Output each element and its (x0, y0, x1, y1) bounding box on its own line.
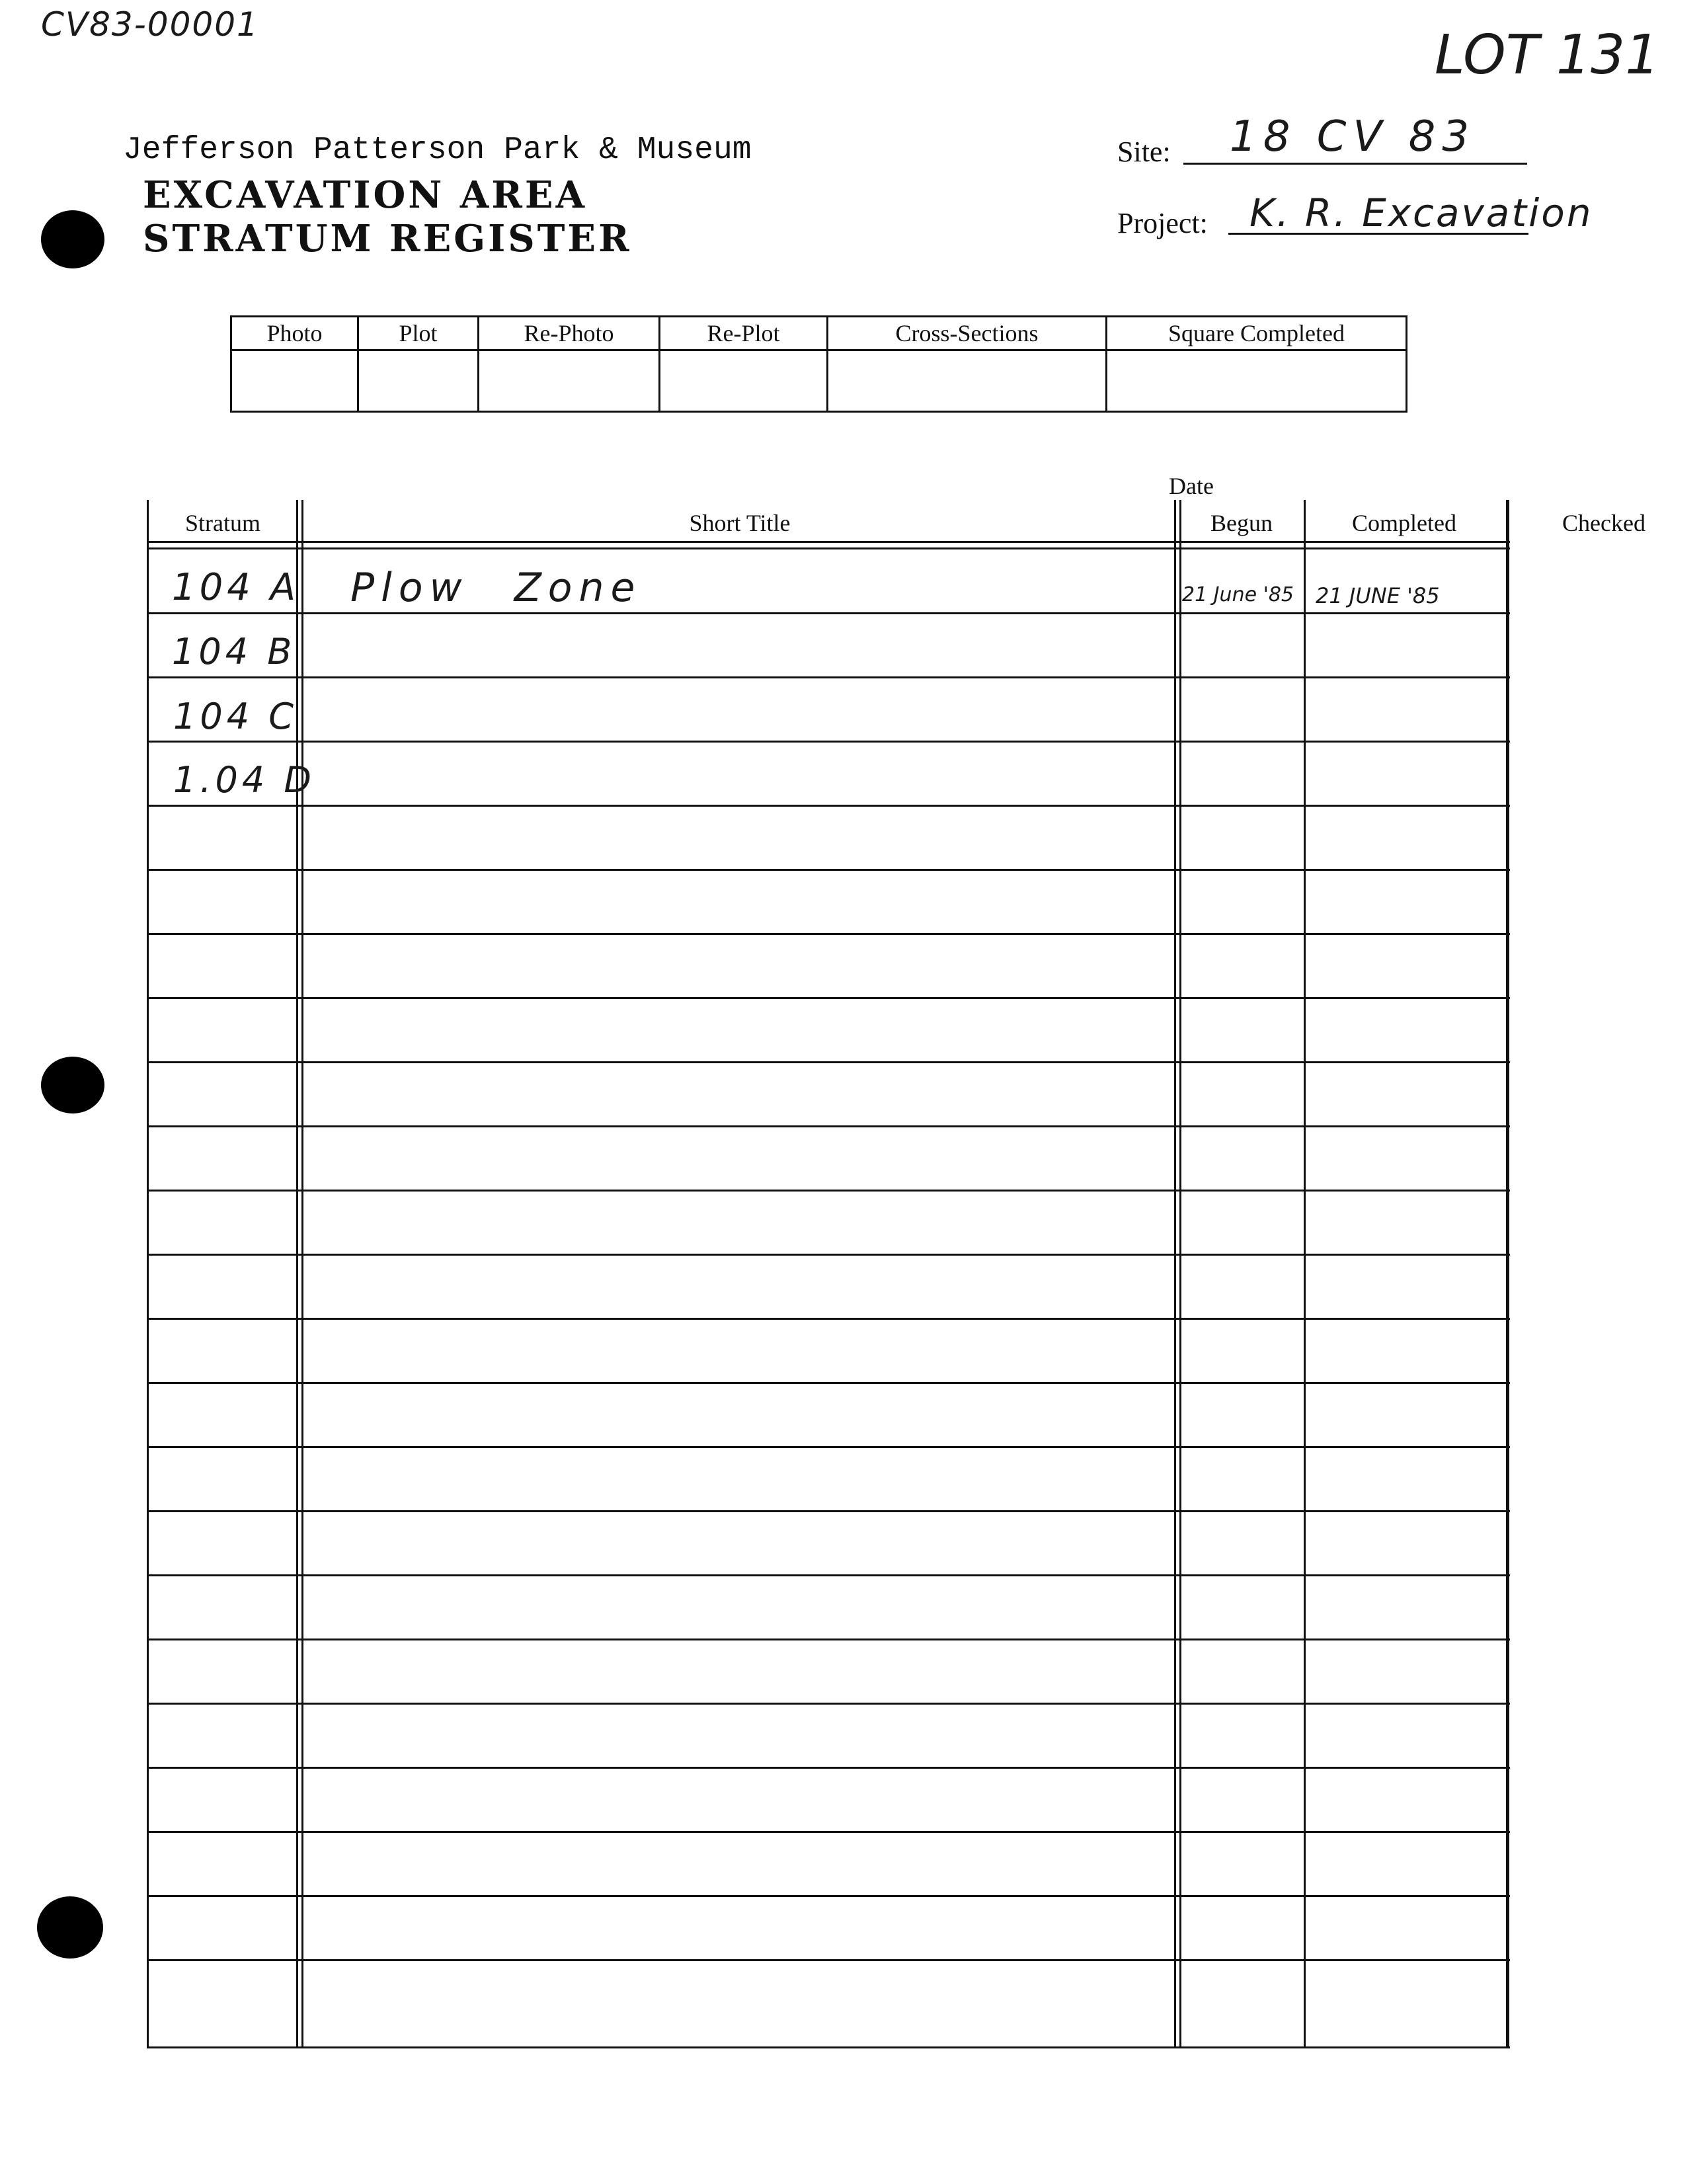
checklist-table (230, 315, 1407, 413)
row-rule (147, 676, 1510, 678)
row-rule (147, 1190, 1510, 1192)
row-rule (147, 997, 1510, 999)
rule-stratum-b (301, 500, 303, 2048)
checklist-cell-photo[interactable] (231, 350, 358, 412)
row-rule (147, 869, 1510, 871)
organization-name: Jefferson Patterson Park & Museum (123, 132, 752, 168)
checklist-cell-square-completed[interactable] (1107, 350, 1407, 412)
checklist-header-replot: Re-Plot (660, 317, 828, 350)
row-rule (147, 1510, 1510, 1512)
checklist-cell-rephoto[interactable] (479, 350, 660, 412)
site-value: 18 CV 83 (1230, 112, 1476, 161)
checklist-cell-cross-sections[interactable] (828, 350, 1107, 412)
header-stratum: Stratum (185, 510, 260, 536)
rule-begun (1304, 500, 1306, 2048)
row-rule (147, 1254, 1510, 1256)
document-id: CV83-00001 (41, 5, 259, 44)
row1-completed[interactable]: 21 JUNE '85 (1316, 583, 1440, 608)
row-rule (147, 1959, 1510, 1961)
row1-short-title[interactable]: Plow Zone (350, 565, 642, 611)
checklist-header-rephoto: Re-Photo (479, 317, 660, 350)
site-label: Site: (1117, 136, 1171, 168)
row-rule (147, 1895, 1510, 1897)
row-rule (147, 1446, 1510, 1448)
row1-begun[interactable]: 21 June '85 (1182, 583, 1294, 606)
row4-stratum[interactable]: 1.04 D (173, 759, 315, 801)
rule-title-b (1179, 500, 1181, 2048)
form-title-line2: STRATUM REGISTER (143, 217, 632, 261)
row-rule (147, 1831, 1510, 1833)
row-rule (147, 2046, 1510, 2048)
header-rule-b (147, 547, 1510, 549)
date-group-label: Date (1169, 473, 1214, 499)
project-label: Project: (1117, 207, 1208, 239)
header-begun: Begun (1210, 510, 1273, 536)
header-short-title: Short Title (689, 510, 791, 536)
header-completed: Completed (1352, 510, 1456, 536)
form-title-line1: EXCAVATION AREA (143, 173, 588, 217)
site-underline (1183, 163, 1527, 165)
checklist-header-plot: Plot (358, 317, 479, 350)
rule-title-a (1174, 500, 1176, 2048)
header-checked: Checked (1562, 510, 1645, 536)
row3-stratum[interactable]: 104 C (173, 696, 297, 737)
row-rule (147, 1125, 1510, 1127)
binder-hole-top (41, 210, 104, 268)
header-rule-a (147, 541, 1510, 543)
binder-hole-bottom (37, 1896, 103, 1959)
row-rule (147, 612, 1510, 614)
rule-right (1507, 500, 1509, 2048)
row-rule (147, 1703, 1510, 1705)
checklist-header-photo: Photo (231, 317, 358, 350)
row-rule (147, 1638, 1510, 1640)
stratum-register-table (147, 473, 1645, 2048)
row-rule (147, 1382, 1510, 1384)
row-rule (147, 1574, 1510, 1576)
row2-stratum[interactable]: 104 B (172, 631, 296, 672)
row-rule (147, 1061, 1510, 1063)
checklist-cell-plot[interactable] (358, 350, 479, 412)
checklist-header-cross-sections: Cross-Sections (828, 317, 1107, 350)
row-rule (147, 1767, 1510, 1769)
binder-hole-middle (41, 1057, 104, 1113)
lot-number: LOT 131 (1435, 24, 1660, 87)
rule-left (147, 500, 149, 2048)
checklist-cell-replot[interactable] (660, 350, 828, 412)
project-value: K. R. Excavation (1249, 190, 1593, 235)
checklist-header-square-completed: Square Completed (1107, 317, 1407, 350)
row-rule (147, 741, 1510, 743)
row-rule (147, 805, 1510, 807)
row1-stratum[interactable]: 104 A (172, 566, 299, 609)
row-rule (147, 933, 1510, 935)
row-rule (147, 1318, 1510, 1320)
